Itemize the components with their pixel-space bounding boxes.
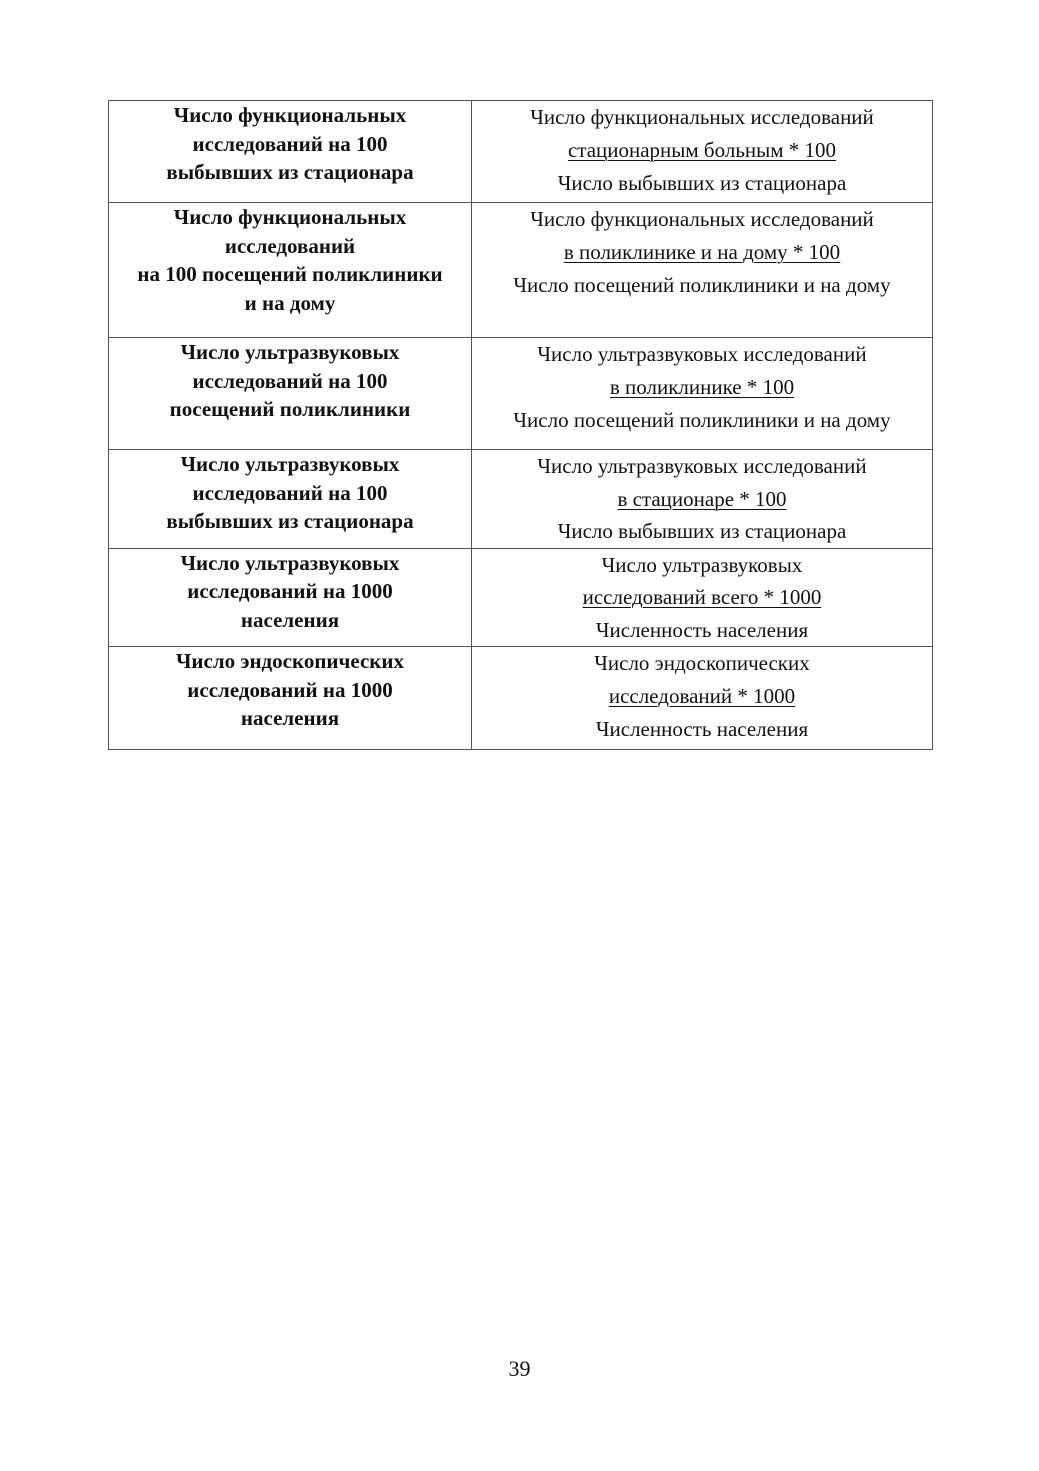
formula-denominator: Число выбывших из стационара: [557, 171, 847, 195]
indicator-name-line: посещений поликлиники: [169, 397, 411, 421]
indicator-name-line: населения: [240, 607, 340, 632]
indicator-name-line: исследований: [224, 233, 356, 258]
table-row: [109, 647, 933, 750]
indicator-name-line: Число функциональных: [173, 103, 407, 127]
formula-numerator-line: [472, 483, 932, 516]
formula-denominator: Число посещений поликлиники и на дому: [513, 273, 891, 297]
formula-numerator-line: Число ультразвуковых исследований: [537, 342, 867, 366]
formula-cell: [472, 647, 933, 750]
indicator-name-line: выбывших из стационара: [166, 509, 414, 533]
formula-denominator: Численность населения: [595, 617, 809, 642]
indicator-name-line: Число эндоскопических: [176, 649, 404, 673]
formula-numerator-underlined: в поликлинике и на дому * 100: [563, 240, 841, 264]
formula-denominator: Число посещений поликлиники и на дому: [513, 408, 891, 432]
formula-numerator-line: Число ультразвуковых: [601, 552, 803, 577]
table-row: [109, 450, 933, 549]
indicator-name-cell: [109, 101, 472, 203]
formula-denominator: Число выбывших из стационара: [557, 519, 847, 543]
indicator-name-cell: [109, 450, 472, 549]
table-row: [109, 203, 933, 338]
table-row: [109, 338, 933, 450]
indicator-name-line: исследований на 1000: [187, 579, 393, 603]
formula-numerator-line: Число ультразвуковых исследований: [537, 454, 867, 478]
indicator-name-line: Число ультразвуковых: [180, 452, 400, 476]
formula-numerator-line: [472, 236, 932, 269]
formula-numerator-line: Число эндоскопических: [594, 651, 810, 675]
formula-cell: [472, 548, 933, 647]
formula-numerator-line: [472, 134, 932, 167]
indicator-name-line: выбывших из стационара: [166, 160, 414, 184]
indicators-table: [108, 100, 933, 750]
formula-numerator-line: Число функциональных исследований: [530, 207, 874, 231]
formula-denominator: Численность населения: [595, 717, 809, 741]
indicator-name-line: и на дому: [244, 290, 336, 315]
indicator-name-line: Число ультразвуковых: [180, 340, 400, 364]
indicator-name-line: исследований на 100: [192, 368, 388, 393]
formula-numerator-line: Число функциональных исследований: [530, 105, 874, 129]
indicator-name-cell: [109, 338, 472, 450]
formula-numerator-line: [472, 680, 932, 713]
indicator-name-cell: [109, 647, 472, 750]
table-row: [109, 548, 933, 647]
indicator-name-line: исследований на 100: [192, 131, 388, 156]
page-number: 39: [508, 1356, 531, 1381]
formula-numerator-line: [472, 581, 932, 614]
formula-cell: [472, 338, 933, 450]
table-row: [109, 101, 933, 203]
indicator-name-line: исследований на 100: [192, 480, 388, 505]
indicator-name-line: на 100 посещений поликлиники: [137, 262, 443, 286]
indicator-name-line: Число ультразвуковых: [180, 550, 400, 575]
formula-numerator-underlined: в стационаре * 100: [617, 486, 787, 511]
indicator-name-cell: [109, 203, 472, 338]
formula-numerator-line: [472, 371, 932, 404]
formula-numerator-underlined: в поликлинике * 100: [609, 375, 795, 399]
formula-numerator-underlined: исследований всего * 1000: [582, 585, 822, 609]
formula-cell: [472, 101, 933, 203]
indicator-name-line: населения: [240, 706, 340, 730]
formula-numerator-underlined: исследований * 1000: [608, 684, 796, 708]
indicator-name-line: Число функциональных: [173, 205, 407, 229]
indicator-name-line: исследований на 1000: [187, 677, 393, 702]
formula-cell: [472, 450, 933, 549]
formula-numerator-underlined: стационарным больным * 100: [567, 138, 837, 162]
indicator-name-cell: [109, 548, 472, 647]
formula-cell: [472, 203, 933, 338]
